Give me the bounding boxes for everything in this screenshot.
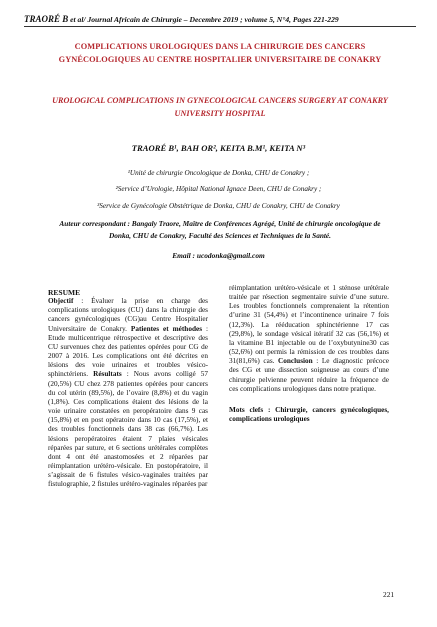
conclusion-label: Conclusion xyxy=(278,357,313,366)
keywords xyxy=(229,406,389,424)
resultats-text: : Nous avons colligé 57 (20,5%) CU chez 278 patientes opérées pour cancers du col utérin (89,5%), de l’ovaire (8,8%) et du vagin (1,8%). Ces complications étaient des lésions de la voie urinaire constatées en peropératoire dans 9 cas (15,8%) et en post opératoire dans 10 cas (17,5%), et des troubles fonctionnels dans 38 cas (66,7%). Les lésions peropératoires étaient 7 plaies vésicales réparées par suture, et 6 sections urétérales complètes dont 4 ont été anastomosées et 2 réparées par réimplantation urétéro-vésicale. En postopératoire, il s’agissait de 6 fistules vésico-vaginales traitées par fistulographie, 2 fistules urétéro-vaginales réparées par xyxy=(48,370,208,489)
methodes-text: : Etude multicentrique rétrospective et descriptive des CU survenues chez des patientes opérées pour CG de 2007 à 2016. Les complications ont été décrites en lésions des voie urinaires et troubles vésico-sphinctériens. xyxy=(48,324,209,379)
author-list: TRAORÉ B¹, BAH OR², KEITA B.M¹, KEITA N³ xyxy=(131,143,306,153)
methodes-label: Patientes et méthodes xyxy=(130,324,203,333)
abstract-heading: RESUME xyxy=(48,288,81,297)
keywords-label: Mots clefs : xyxy=(229,405,271,414)
title-french: COMPLICATIONS UROLOGIQUES DANS LA CHIRURGIE DES CANCERS GYNÉCOLOGIQUES AU CENTRE HOSPITALIER UNIVERSITAIRE DE CONAKRY xyxy=(58,42,382,64)
objectif-text: : Évaluer la prise en charge des complications urologiques (CU) dans la chirurgie des cancers gynécologiques (CG)au Centre Hospitalier Universitaire de Conakry. xyxy=(48,297,208,333)
keywords-text: Chirurgie, cancers gynécologiques, complications urologiques xyxy=(229,405,389,424)
results-continued-text: réimplantation urétéro-vésicale et 1 sténose urétérale traitée par résection segmentaire suivie d’une suture. Les troubles fonctionnels comprenaient la rétention d’urine 31 (54,4%) et l’incontinence urinaire 7 fois (12,3%). La rééducation sphinctérienne 17 cas (29,8%), le sondage vésical itératif 32 cas (56,1%) et la vitamine B1 injectable ou de l’oxybutynine30 cas (52,6%) ont permis la rémission de ces troubles dans 31(81,6%) cas. xyxy=(229,284,389,366)
title-english: UROLOGICAL COMPLICATIONS IN GYNECOLOGICAL CANCERS SURGERY AT CONAKRY UNIVERSITY HOSPITAL xyxy=(52,96,388,118)
header-journal-info: et al/ Journal Africain de Chirurgie – Decembre 2019 ; volume 5, N°4, Pages 221-229 xyxy=(68,15,339,24)
running-header xyxy=(24,14,416,27)
conclusion-text: : Le diagnostic précoce des CG et une dissection soigneuse au cours d’une chirurgie pelvienne peuvent réduire la fréquence de ces complications urologiques dans notre pratique. xyxy=(229,357,389,393)
affiliation-3: ³Service de Gynécologie Obstétrique de Donka, CHU de Conakry, CHU de Conakry xyxy=(97,202,340,210)
corresponding-author: Auteur correspondant : Bangaly Traore, Maître de Conférences Agrégé, Unité de chirurgie oncologique de Donka, CHU de Conakry, Faculté des Sciences et Techniques de la Santé. xyxy=(59,219,381,240)
resultats-label: Résultats xyxy=(93,370,122,379)
abstract-body-right xyxy=(229,284,389,394)
abstract-left-column xyxy=(48,288,208,489)
email-address: Email : ucodonka@gmail.com xyxy=(172,251,265,260)
objectif-label: Objectif xyxy=(48,297,74,306)
abstract-right-column xyxy=(229,284,389,424)
page-number: 221 xyxy=(383,590,395,599)
header-authors: TRAORÉ B xyxy=(24,14,69,24)
affiliation-1: ¹Unité de chirurgie Oncologique de Donka, CHU de Conakry ; xyxy=(127,169,310,177)
affiliation-2: ²Service d’Urologie, Hôpital National Ignace Deen, CHU de Conakry ; xyxy=(115,185,322,193)
abstract-body-left xyxy=(48,297,208,489)
